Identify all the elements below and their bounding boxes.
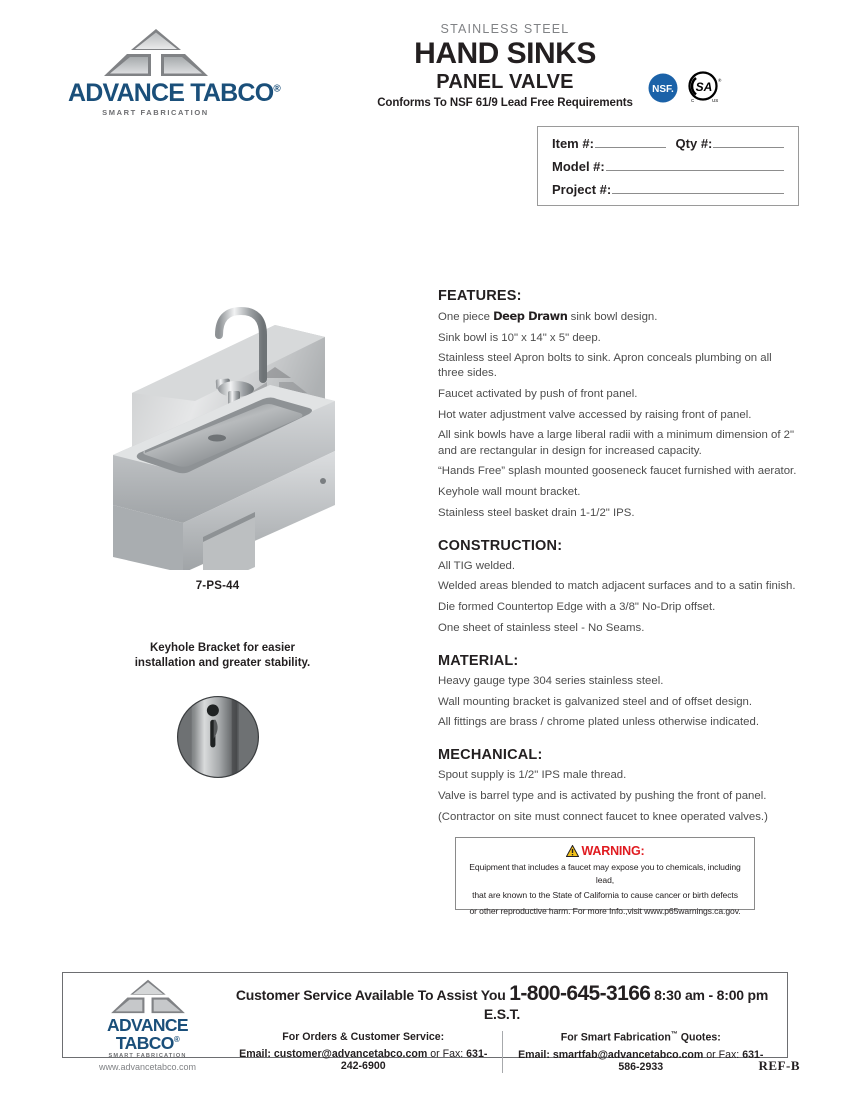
- feature-item: Stainless steel basket drain 1-1/2" IPS.: [438, 506, 635, 519]
- construction-item: One sheet of stainless steel - No Seams.: [438, 621, 645, 634]
- warning-line: that are known to the State of California to cause cancer or birth defects: [472, 890, 738, 901]
- section-heading-material: MATERIAL:: [438, 652, 519, 669]
- svg-text:®: ®: [718, 78, 722, 83]
- feature-item: All sink bowls have a large liberal radii with a minimum dimension of 2" and are rectangular in design for increased capacity.: [438, 429, 795, 457]
- mechanical-item: Spout supply is 1/2" IPS male thread.: [438, 769, 627, 782]
- feature-item: Faucet activated by push of front panel.: [438, 388, 638, 401]
- certification-marks: [648, 71, 722, 105]
- prop65-warning-box: [455, 837, 755, 917]
- project-number-input[interactable]: [612, 193, 784, 194]
- keyhole-bracket-detail-photo: [175, 694, 261, 780]
- svg-text:SA: SA: [695, 80, 713, 94]
- feature-item: Keyhole wall mount bracket.: [438, 485, 581, 498]
- revision-reference: REF-B: [758, 1058, 800, 1073]
- footer-headline: Customer Service Available To Assist You 1-800-645-3166 8:30 am - 8:00 pm E.S.T.: [235, 982, 769, 1022]
- hand-sink-product-photo: [95, 305, 340, 570]
- project-number-label: Project #:: [552, 182, 612, 197]
- keyhole-bracket-caption: Keyhole Bracket for easier installation and greater stability.: [134, 642, 311, 669]
- construction-item: All TIG welded.: [438, 559, 516, 572]
- section-heading-construction: CONSTRUCTION:: [438, 537, 563, 554]
- brand-name: ADVANCE TABCO®: [68, 79, 280, 107]
- smartfab-fax: 631-586-2933: [618, 1048, 764, 1073]
- footer-website[interactable]: www.advancetabco.com: [98, 1062, 197, 1072]
- model-number-input[interactable]: [606, 170, 784, 171]
- smartfab-title: For Smart Fabrication™ Quotes:: [560, 1031, 721, 1044]
- orders-title: For Orders & Customer Service:: [282, 1031, 445, 1043]
- specifications: [438, 288, 798, 830]
- brand-logo: [68, 28, 280, 117]
- material-item: Wall mounting bracket is galvanized steel and of offset design.: [438, 695, 753, 708]
- advance-tabco-pyramid-logo: [109, 979, 187, 1016]
- deep-drawn-emphasis: Deep Drawn: [493, 309, 568, 323]
- feature-item: “Hands Free” splash mounted gooseneck faucet furnished with aerator.: [438, 465, 797, 478]
- model-number-label: Model #:: [552, 159, 605, 174]
- material-item: All fittings are brass / chrome plated unless otherwise indicated.: [438, 716, 759, 729]
- orders-fax: 631-242-6900: [340, 1048, 488, 1072]
- qty-number-label: Qty #:: [675, 136, 713, 151]
- page-title: HAND SINKS: [414, 37, 596, 70]
- item-info-box[interactable]: [537, 126, 799, 206]
- footer-brand-tagline: SMART FABRICATION: [108, 1053, 187, 1059]
- material-item: Heavy gauge type 304 series stainless steel.: [438, 674, 664, 687]
- svg-text:NSF.: NSF.: [652, 84, 674, 95]
- warning-triangle-icon: [566, 845, 579, 857]
- svg-text:C: C: [691, 98, 695, 103]
- item-number-input[interactable]: [595, 147, 666, 148]
- smartfab-email[interactable]: smartfab@advancetabco.com: [552, 1048, 704, 1061]
- mechanical-item: Valve is barrel type and is activated by pushing the front of panel.: [438, 789, 767, 802]
- smartfab-email-label: Email:: [518, 1048, 550, 1061]
- header-eyebrow: STAINLESS STEEL: [440, 22, 570, 36]
- header-title-block: [340, 22, 670, 109]
- advance-tabco-pyramid-logo: [101, 28, 211, 80]
- item-number-label: Item #:: [552, 136, 594, 151]
- warning-line: or other reproductive harm. For more Info.,visit www.p65warnings.ca.gov.: [469, 906, 741, 917]
- product-model-code: 7-PS-44: [195, 580, 240, 592]
- orders-email-label: Email:: [239, 1048, 271, 1060]
- page-header: [0, 22, 850, 132]
- feature-item: Sink bowl is 10" x 14" x 5" deep.: [438, 331, 601, 344]
- feature-item: Stainless steel Apron bolts to sink. Apron conceals plumbing on all three sides.: [438, 352, 772, 380]
- nsf-certification-mark: [648, 73, 678, 103]
- model-row: [552, 159, 784, 182]
- section-heading-features: FEATURES:: [438, 288, 522, 304]
- qty-number-input[interactable]: [713, 147, 784, 148]
- orders-email[interactable]: customer@advancetabco.com: [273, 1048, 428, 1060]
- section-heading-mechanical: MECHANICAL:: [438, 747, 543, 764]
- svg-text:US: US: [712, 98, 719, 103]
- csa-certification-mark: [686, 71, 722, 105]
- orders-fax-label: or Fax:: [430, 1048, 464, 1060]
- mechanical-item: (Contractor on site must connect faucet to knee operated valves.): [438, 810, 768, 823]
- feature-item: Hot water adjustment valve accessed by raising front of panel.: [438, 408, 752, 421]
- warning-line: Equipment that includes a faucet may expose you to chemicals, including lead,: [469, 862, 741, 885]
- page-subtitle: PANEL VALVE: [436, 70, 574, 93]
- warning-title-row: [462, 844, 748, 858]
- construction-item: Welded areas blended to match adjacent surfaces and to a satin finish.: [438, 580, 796, 593]
- project-row: [552, 182, 784, 205]
- warning-title: WARNING:: [581, 844, 645, 858]
- footer-brand-name: ADVANCE TABCO®: [106, 1015, 189, 1053]
- smartfab-fax-label: or Fax:: [706, 1048, 740, 1061]
- customer-service-phone[interactable]: 1-800-645-3166: [509, 982, 651, 1005]
- feature-item: One piece Deep Drawn sink bowl design.: [438, 309, 658, 323]
- item-qty-row: [552, 136, 784, 159]
- construction-item: Die formed Countertop Edge with a 3/8" No-Drip offset.: [438, 601, 716, 614]
- conformance-note: Conforms To NSF 61/9 Lead Free Requirements: [377, 96, 633, 109]
- brand-tagline: SMART FABRICATION: [102, 108, 209, 117]
